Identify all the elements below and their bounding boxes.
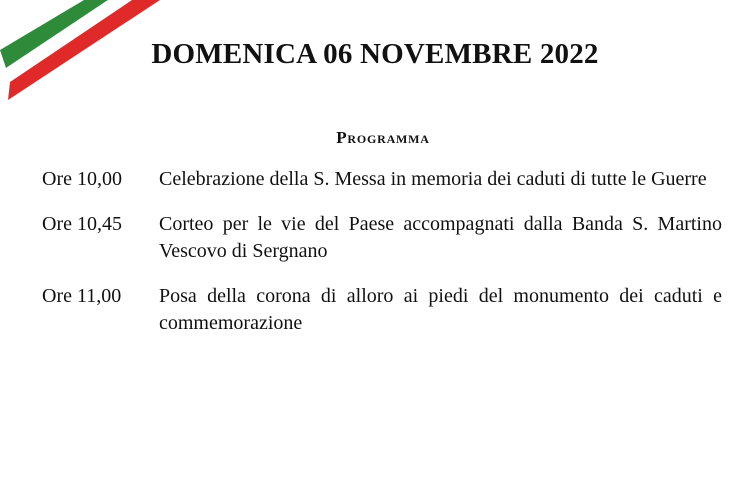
- program-entry: [42, 211, 722, 265]
- program-description: Posa della corona di alloro ai piedi del monumento dei caduti e commemorazione: [159, 285, 722, 334]
- program-description: Celebrazione della S. Messa in memoria dei caduti di tutte le Guerre: [159, 168, 707, 190]
- section-heading-programma: Programma: [336, 128, 430, 147]
- program-time: Ore 11,00: [42, 285, 122, 307]
- program-entry: [42, 166, 722, 193]
- program-entry: [42, 283, 722, 337]
- program-time: Ore 10,00: [42, 168, 122, 190]
- page-title: DOMENICA 06 NOVEMBRE 2022: [151, 38, 599, 70]
- program-description: Corteo per le vie del Paese accompagnati dalla Banda S. Martino Vescovo di Sergnano: [159, 213, 722, 262]
- program-list: [42, 166, 722, 355]
- program-time: Ore 10,45: [42, 213, 122, 235]
